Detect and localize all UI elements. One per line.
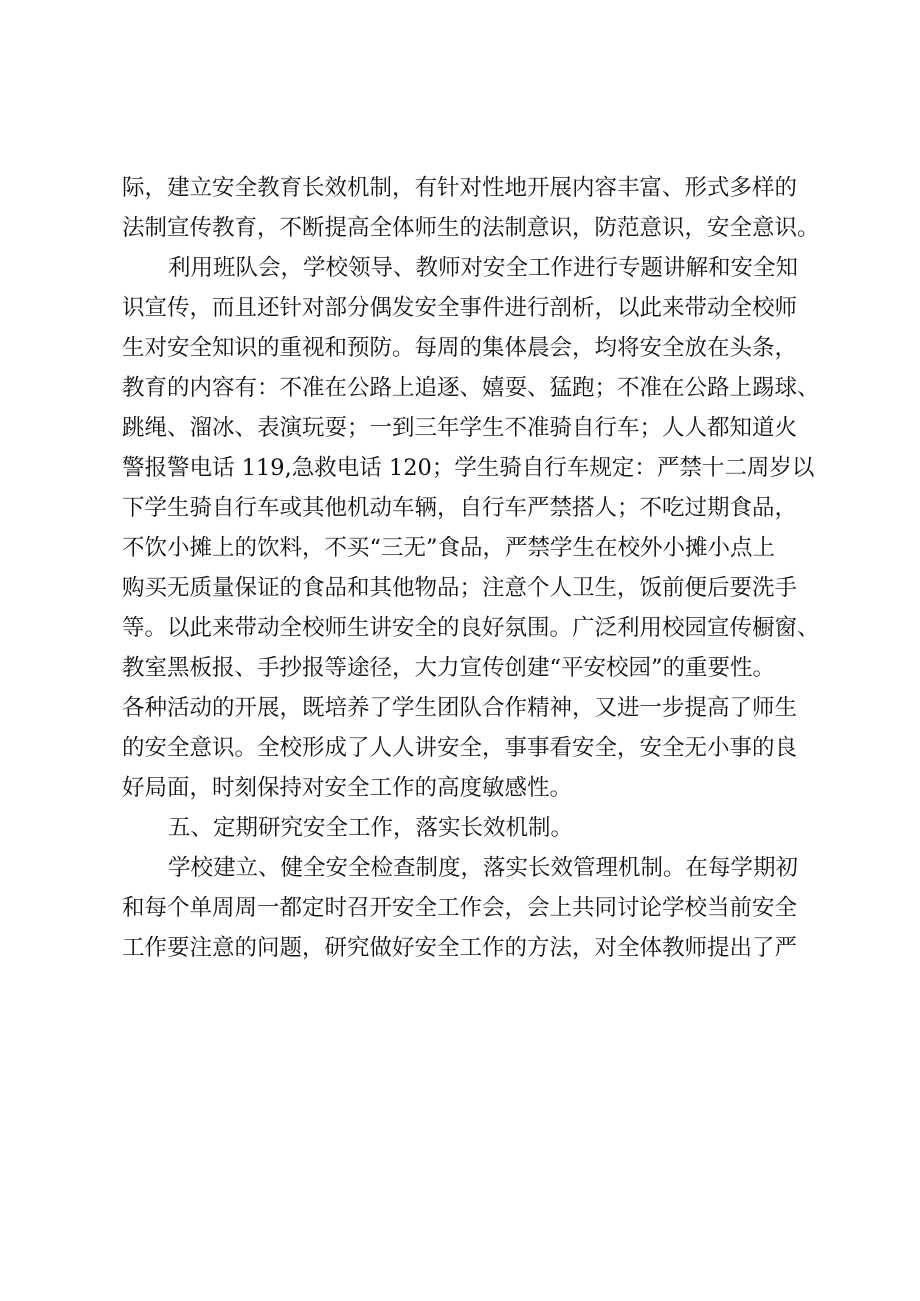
paragraph-start-line: 利用班队会，学校领导、教师对安全工作进行专题讲解和安全知 [168,255,799,281]
text-line: 法制宣传教育，不断提高全体师生的法制意识，防范意识，安全意识。 [122,215,820,241]
text-line: 购买无质量保证的食品和其他物品；注意个人卫生，饭前便后要洗手 [122,575,798,601]
text-line: 不饮小摊上的饮料，不买“三无”食品，严禁学生在校外小摊小点上 [122,535,776,561]
text-line: 际，建立安全教育长效机制，有针对性地开展内容丰富、形式多样的 [122,175,798,201]
text-line: 警报警电话 119,急救电话 120；学生骑自行车规定：严禁十二周岁以 [122,455,815,481]
text-line: 下学生骑自行车或其他机动车辆，自行车严禁搭人；不吃过期食品， [122,495,798,521]
text-line: 各种活动的开展，既培养了学生团队合作精神，又进一步提高了师生 [122,695,798,721]
text-line: 工作要注意的问题，研究做好安全工作的方法，对全体教师提出了严 [122,935,798,961]
text-line: 识宣传，而且还针对部分偶发安全事件进行剖析，以此来带动全校师 [122,295,798,321]
text-line: 等。以此来带动全校师生讲安全的良好氛围。广泛利用校园宣传橱窗、 [122,615,820,641]
text-line: 好局面，时刻保持对安全工作的高度敏感性。 [122,775,573,801]
text-line: 生对安全知识的重视和预防。每周的集体晨会，均将安全放在头条， [122,335,798,361]
paragraph-start-line: 学校建立、健全安全检查制度，落实长效管理机制。在每学期初 [168,855,799,881]
section-heading: 五、定期研究安全工作，落实长效机制。 [168,815,574,841]
text-line: 的安全意识。全校形成了人人讲安全，事事看安全，安全无小事的良 [122,735,798,761]
text-line: 教育的内容有：不准在公路上追逐、嬉耍、猛跑；不准在公路上踢球、 [122,375,820,401]
document-body [122,168,832,968]
text-line: 和每个单周周一都定时召开安全工作会，会上共同讨论学校当前安全 [122,895,798,921]
text-line: 教室黑板报、手抄报等途径，大力宣传创建“平安校园”的重要性。 [122,655,776,681]
text-line: 跳绳、溜冰、表演玩耍；一到三年学生不准骑自行车；人人都知道火 [122,415,798,441]
